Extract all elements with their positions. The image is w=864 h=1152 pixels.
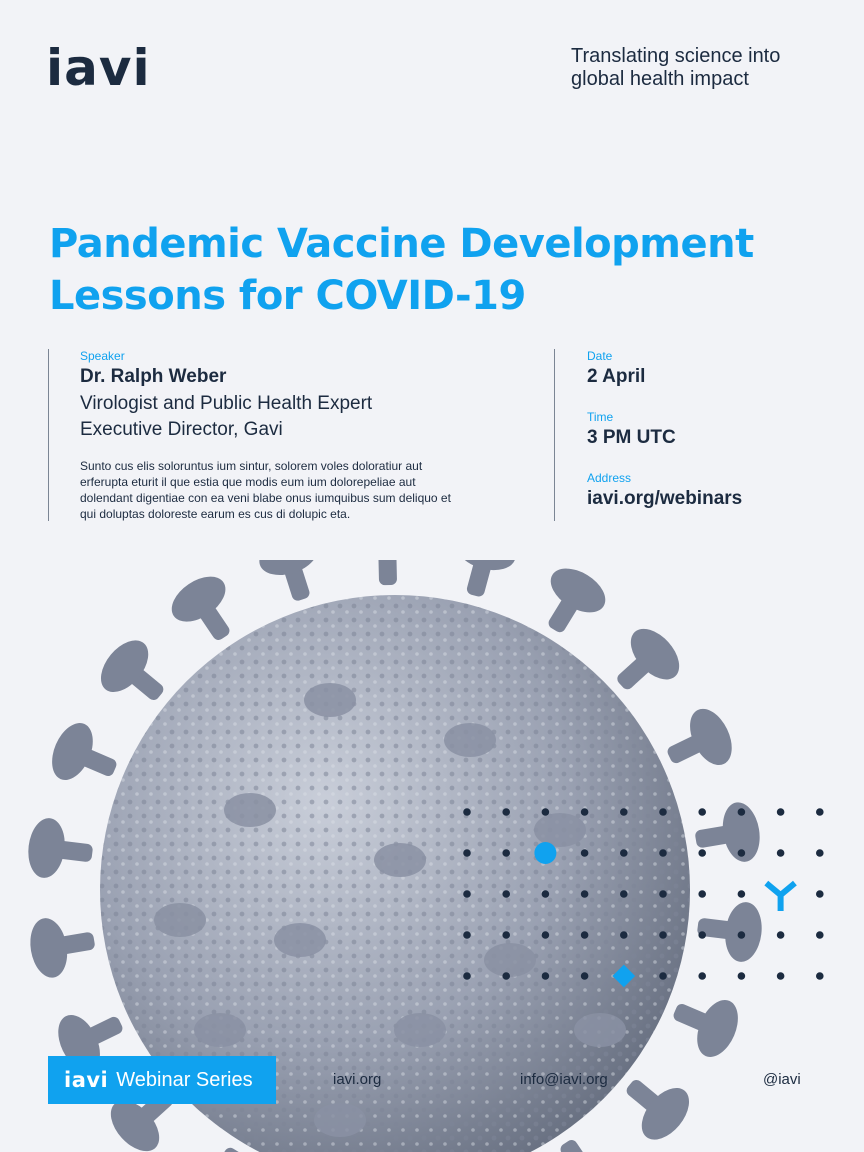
grid-dot [502, 972, 510, 980]
grid-dot [502, 890, 510, 898]
grid-dot [620, 931, 628, 939]
grid-dot [542, 931, 550, 939]
grid-dot [777, 931, 785, 939]
grid-dot [463, 849, 471, 857]
grid-dot [738, 931, 746, 939]
badge-logo: iavi [64, 1068, 109, 1092]
badge-text: Webinar Series [116, 1068, 253, 1091]
grid-dot [816, 972, 824, 980]
title-line-2: Lessons for COVID-19 [49, 273, 526, 319]
grid-dot [502, 849, 510, 857]
webinar-series-badge [48, 1056, 276, 1104]
speaker-role-2: Executive Director, Gavi [80, 419, 283, 440]
social-handle[interactable]: @iavi [763, 1071, 801, 1088]
grid-dot [463, 808, 471, 816]
grid-dot [816, 890, 824, 898]
grid-dot [738, 890, 746, 898]
grid-dot [542, 972, 550, 980]
grid-dot [738, 972, 746, 980]
grid-dot [659, 972, 667, 980]
speaker-bio: Sunto cus elis soloruntus ium sintur, solorem voles doloratiur aut erferupta eturit il que estia que modis eum ium dolorepeliae aut dolendant digentiae con ea veni blabe onus iumquibus sum deliquo et qui doluptas doloreste earum es cus di dolupic eta. [80, 459, 451, 521]
grid-dot [698, 972, 706, 980]
grid-dot [698, 808, 706, 816]
grid-dot [581, 972, 589, 980]
speaker-label: Speaker [80, 349, 125, 363]
date-value: 2 April [587, 366, 646, 387]
website-link[interactable]: iavi.org [333, 1071, 382, 1088]
address-label: Address [587, 471, 632, 485]
grid-dot [620, 890, 628, 898]
grid-dot [463, 931, 471, 939]
grid-dot [542, 890, 550, 898]
grid-dot [581, 890, 589, 898]
grid-dot [698, 890, 706, 898]
grid-dot [659, 849, 667, 857]
iavi-logo: iavi [46, 39, 151, 97]
email-link[interactable]: info@iavi.org [520, 1071, 608, 1088]
grid-dot [502, 931, 510, 939]
grid-dot [777, 808, 785, 816]
time-value: 3 PM UTC [587, 427, 676, 448]
speaker-role-1: Virologist and Public Health Expert [80, 393, 373, 414]
grid-dot [542, 808, 550, 816]
grid-dot [463, 890, 471, 898]
accent-diamond [612, 965, 635, 988]
grid-dot [581, 808, 589, 816]
grid-dot [777, 849, 785, 857]
grid-dot [659, 890, 667, 898]
grid-dot [463, 972, 471, 980]
grid-dot [738, 808, 746, 816]
accent-circle [534, 842, 556, 864]
grid-dot [620, 849, 628, 857]
grid-dot [659, 931, 667, 939]
grid-dot [777, 972, 785, 980]
grid-dot [620, 808, 628, 816]
title-line-1: Pandemic Vaccine Development [49, 221, 754, 267]
time-label: Time [587, 410, 614, 424]
speaker-name: Dr. Ralph Weber [80, 366, 227, 387]
tagline: Translating science into global health impact [571, 45, 781, 90]
grid-dot [816, 808, 824, 816]
grid-dot [659, 808, 667, 816]
grid-dot [698, 931, 706, 939]
grid-dot [581, 849, 589, 857]
grid-dot [581, 931, 589, 939]
accent-y-shape [769, 885, 793, 908]
grid-dot [816, 931, 824, 939]
grid-dot [502, 808, 510, 816]
grid-dot [738, 849, 746, 857]
address-value: iavi.org/webinars [587, 488, 743, 509]
grid-dot [816, 849, 824, 857]
date-label: Date [587, 349, 613, 363]
grid-dot [698, 849, 706, 857]
